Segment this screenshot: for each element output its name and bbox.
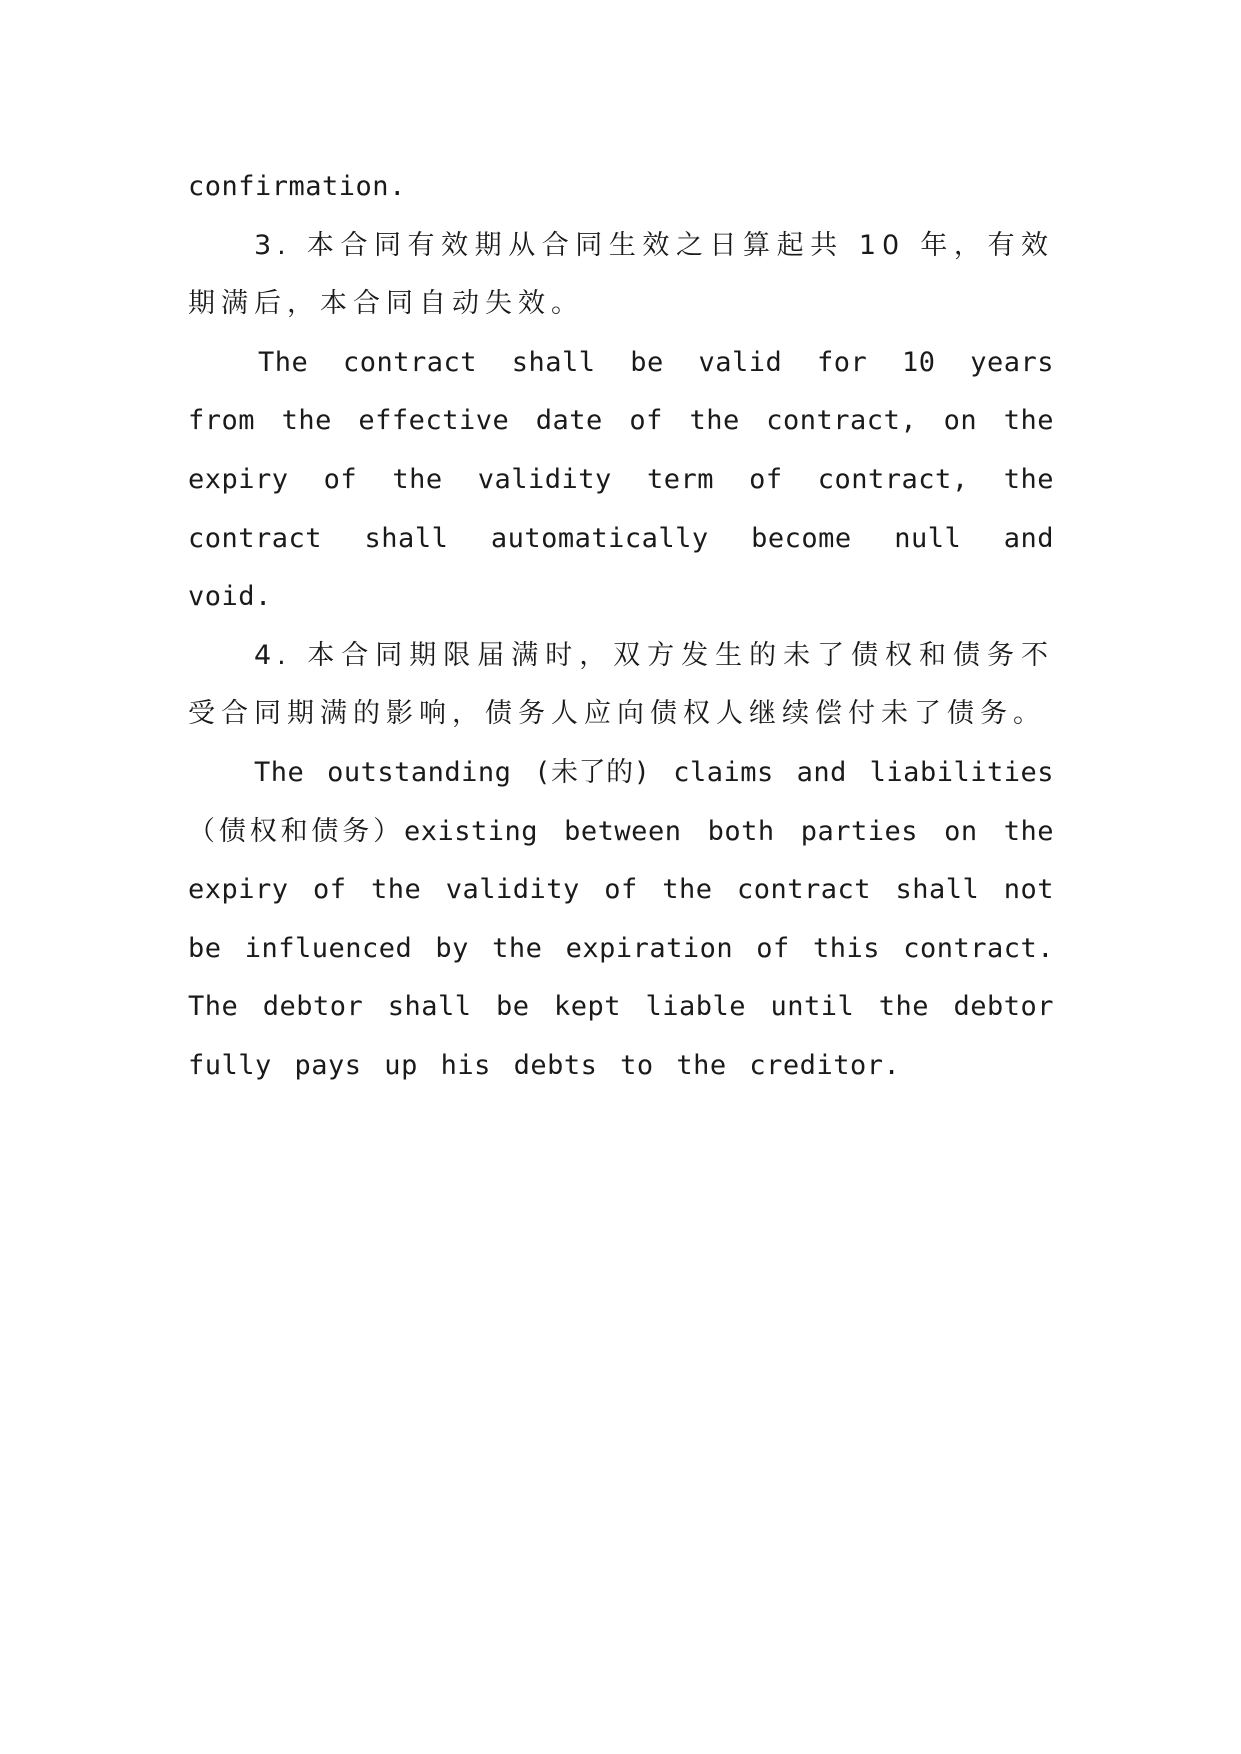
clause-4-english: The outstanding (未了的) claims and liabilities （债权和债务）existing between both parties on the expiry of the validity of the contract shall not be influenced by the expiration of this contract. The debtor shall be kept liable until the debtor fully pays up his debts to the creditor.	[188, 756, 1054, 1081]
document-body	[188, 158, 1054, 1096]
clause-3-chinese: 3. 本合同有效期从合同生效之日算起共 10 年，有效期满后，本合同自动失效。	[188, 229, 1054, 320]
paragraph-continuation: confirmation.	[188, 171, 406, 202]
clause-4-chinese: 4. 本合同期限届满时，双方发生的未了债权和债务不受合同期满的影响，债务人应向债权人继续偿付未了债务。	[188, 639, 1054, 730]
clause-3-english: The contract shall be valid for 10 years from the effective date of the contract, on the expiry of the validity term of contract, the contract shall automatically become null and void.	[188, 346, 1054, 613]
